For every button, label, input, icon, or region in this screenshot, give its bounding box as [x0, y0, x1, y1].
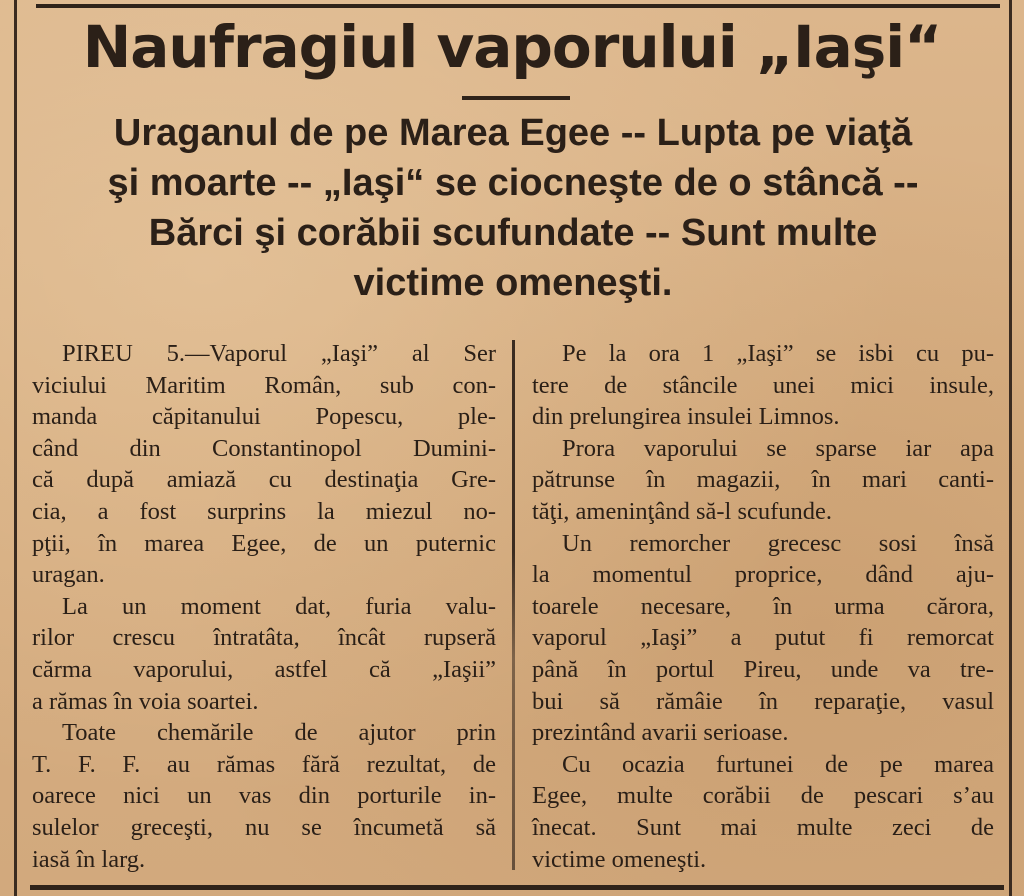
paragraph-4 [532, 338, 994, 433]
text-line: tere de stâncile unei mici insule, [532, 371, 994, 399]
text-line: Cu ocazia furtunei de pe marea [562, 750, 994, 778]
subheadline-line: Bărci şi corăbii scufundate -- Sunt multe [148, 212, 878, 254]
text-line: cia, a fost surprins la miezul no- [32, 497, 496, 525]
text-line: vaporul „Iaşi” a putut fi remorcat [532, 624, 994, 652]
article-subheadline [30, 108, 996, 308]
text-line: că după amiază cu destinaţia Gre- [32, 466, 496, 494]
paragraph-1 [32, 338, 496, 591]
text-line: sulelor greceşti, nu se încumetă să [32, 813, 496, 841]
right-column [532, 338, 994, 875]
text-line: din prelungirea insulei Limnos. [532, 403, 840, 431]
headline-separator [462, 96, 570, 100]
left-column [32, 338, 496, 875]
text-line: PIREU 5.—Vaporul „Iaşi” al Ser [62, 340, 496, 367]
text-line: cărma vaporului, astfel că „Iaşii” [32, 655, 496, 683]
text-line: manda căpitanului Popescu, ple- [32, 403, 496, 431]
text-line: victime omeneşti. [532, 845, 707, 873]
text-line: tăţi, ameninţând să-l scufunde. [532, 497, 833, 525]
text-line: pţii, în marea Egee, de un puternic [32, 529, 496, 557]
paragraph-5 [532, 433, 994, 528]
paragraph-2 [32, 591, 496, 717]
text-line: Egee, multe corăbii de pescari s’au [532, 782, 994, 810]
paragraph-6 [532, 528, 994, 749]
text-line: Un remorcher grecesc sosi însă [562, 529, 994, 557]
text-line: Prora vaporului se sparse iar apa [562, 434, 994, 462]
subheadline-line: Uraganul de pe Marea Egee -- Lupta pe viaţă [113, 112, 913, 154]
text-line: prezintând avarii serioase. [532, 719, 789, 747]
text-line: pătrunse în magazii, în mari canti- [532, 466, 994, 494]
text-line: la momentul proprice, dând aju- [532, 561, 994, 589]
text-line: T. F. F. au rămas fără rezultat, de [32, 750, 496, 778]
paragraph-3 [32, 717, 496, 875]
text-line: rilor crescu întratâta, încât rupseră [32, 624, 496, 652]
text-line: Pe la ora 1 „Iaşi” se isbi cu pu- [562, 340, 994, 367]
text-line: Toate chemările de ajutor prin [62, 719, 496, 747]
text-line: bui să rămâie în reparaţie, vasul [532, 687, 994, 715]
text-line: a rămas în voia soartei. [32, 687, 259, 715]
text-line: La un moment dat, furia valu- [62, 592, 496, 620]
right-border-rule [1009, 0, 1012, 896]
text-line: uragan. [32, 561, 105, 589]
subheadline-line: victime omeneşti. [353, 262, 673, 304]
subheadline-line: şi moarte -- „Iaşi“ se ciocneşte de o stâncă -- [107, 162, 919, 204]
text-line: viciului Maritim Român, sub con- [32, 371, 496, 399]
text-line: până în portul Pireu, unde va tre- [532, 655, 994, 683]
text-line: toarele necesare, în urma cărora, [532, 592, 994, 620]
text-line: oarece nici un vas din porturile in- [32, 782, 496, 810]
article-headline: Naufragiul vaporului „Iaşi“ [82, 13, 942, 81]
text-line: iasă în larg. [32, 845, 146, 873]
bottom-rule [30, 885, 1004, 890]
column-divider [512, 340, 515, 870]
left-border-rule [14, 0, 17, 896]
text-line: când din Constantinopol Dumini- [32, 434, 496, 462]
text-line: înecat. Sunt mai multe zeci de [532, 813, 994, 841]
paragraph-7 [532, 749, 994, 875]
